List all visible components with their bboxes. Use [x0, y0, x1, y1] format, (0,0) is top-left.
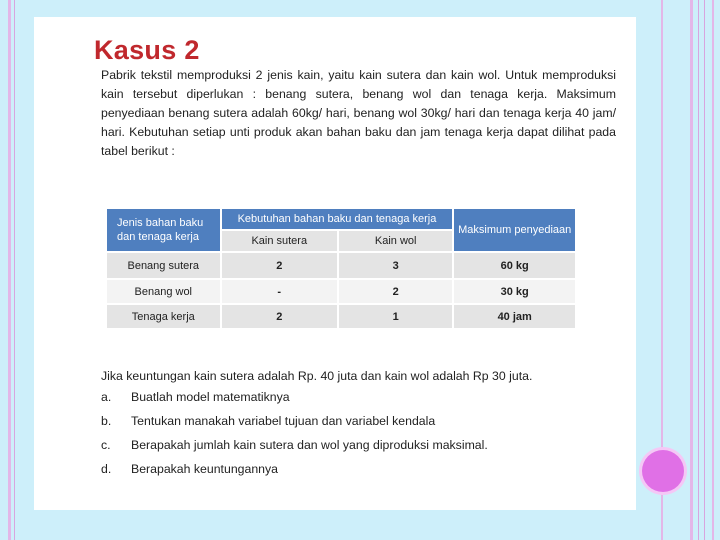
- list-item: [101, 438, 621, 462]
- frame-line: [8, 0, 11, 540]
- header-material: Jenis bahan baku dan tenaga kerja: [106, 208, 221, 252]
- question-letter: a.: [101, 390, 112, 404]
- frame-line: [712, 0, 714, 540]
- header-requirements: Kebutuhan bahan baku dan tenaga kerja: [221, 208, 454, 230]
- list-item: [101, 390, 621, 414]
- row-name: Benang wol: [106, 279, 221, 304]
- question-text: Berapakah jumlah kain sutera dan wol yang diproduksi maksimal.: [131, 438, 488, 452]
- header-kain-wol: Kain wol: [338, 230, 453, 252]
- question-letter: d.: [101, 462, 112, 476]
- table-row: [106, 304, 576, 329]
- row-sutera: 2: [221, 252, 338, 279]
- profit-statement: Jika keuntungan kain sutera adalah Rp. 40 juta dan kain wol adalah Rp 30 juta.: [101, 369, 533, 383]
- row-max: 40 jam: [453, 304, 576, 329]
- question-text: Tentukan manakah variabel tujuan dan variabel kendala: [131, 414, 436, 428]
- table-row: [106, 252, 576, 279]
- slide-content: [34, 17, 636, 510]
- row-max: 30 kg: [453, 279, 576, 304]
- problem-paragraph: Pabrik tekstil memproduksi 2 jenis kain, yaitu kain sutera dan kain wol. Untuk memproduksi kain tersebut diperlukan : benang sutera, benang wol dan tenaga kerja. Maksimum penyediaan benang sutera adalah 60kg/ hari, benang wol 30kg/ hari dan tenaga kerja 40 jam/ hari. Kebutuhan setiap unti produk akan bahan baku dan jam tenaga kerja dapat dilihat pada tabel berikut :: [101, 68, 616, 158]
- row-wol: 3: [338, 252, 453, 279]
- list-item: [101, 462, 621, 486]
- header-kain-sutera: Kain sutera: [221, 230, 338, 252]
- row-name: Benang sutera: [106, 252, 221, 279]
- table-row: [106, 279, 576, 304]
- frame-line: [690, 0, 693, 540]
- frame-line: [704, 0, 705, 540]
- requirements-table: [105, 207, 577, 330]
- slide-title: Kasus 2: [94, 35, 200, 65]
- row-wol: 2: [338, 279, 453, 304]
- question-letter: c.: [101, 438, 111, 452]
- row-wol: 1: [338, 304, 453, 329]
- header-max-supply: Maksimum penyediaan: [453, 208, 576, 252]
- question-list: [101, 390, 621, 486]
- row-name: Tenaga kerja: [106, 304, 221, 329]
- frame-line: [14, 0, 15, 540]
- decorative-circle: [642, 450, 684, 492]
- row-sutera: -: [221, 279, 338, 304]
- question-text: Buatlah model matematiknya: [131, 390, 290, 404]
- row-max: 60 kg: [453, 252, 576, 279]
- row-sutera: 2: [221, 304, 338, 329]
- list-item: [101, 414, 621, 438]
- question-letter: b.: [101, 414, 112, 428]
- frame-line: [698, 0, 699, 540]
- question-text: Berapakah keuntungannya: [131, 462, 278, 476]
